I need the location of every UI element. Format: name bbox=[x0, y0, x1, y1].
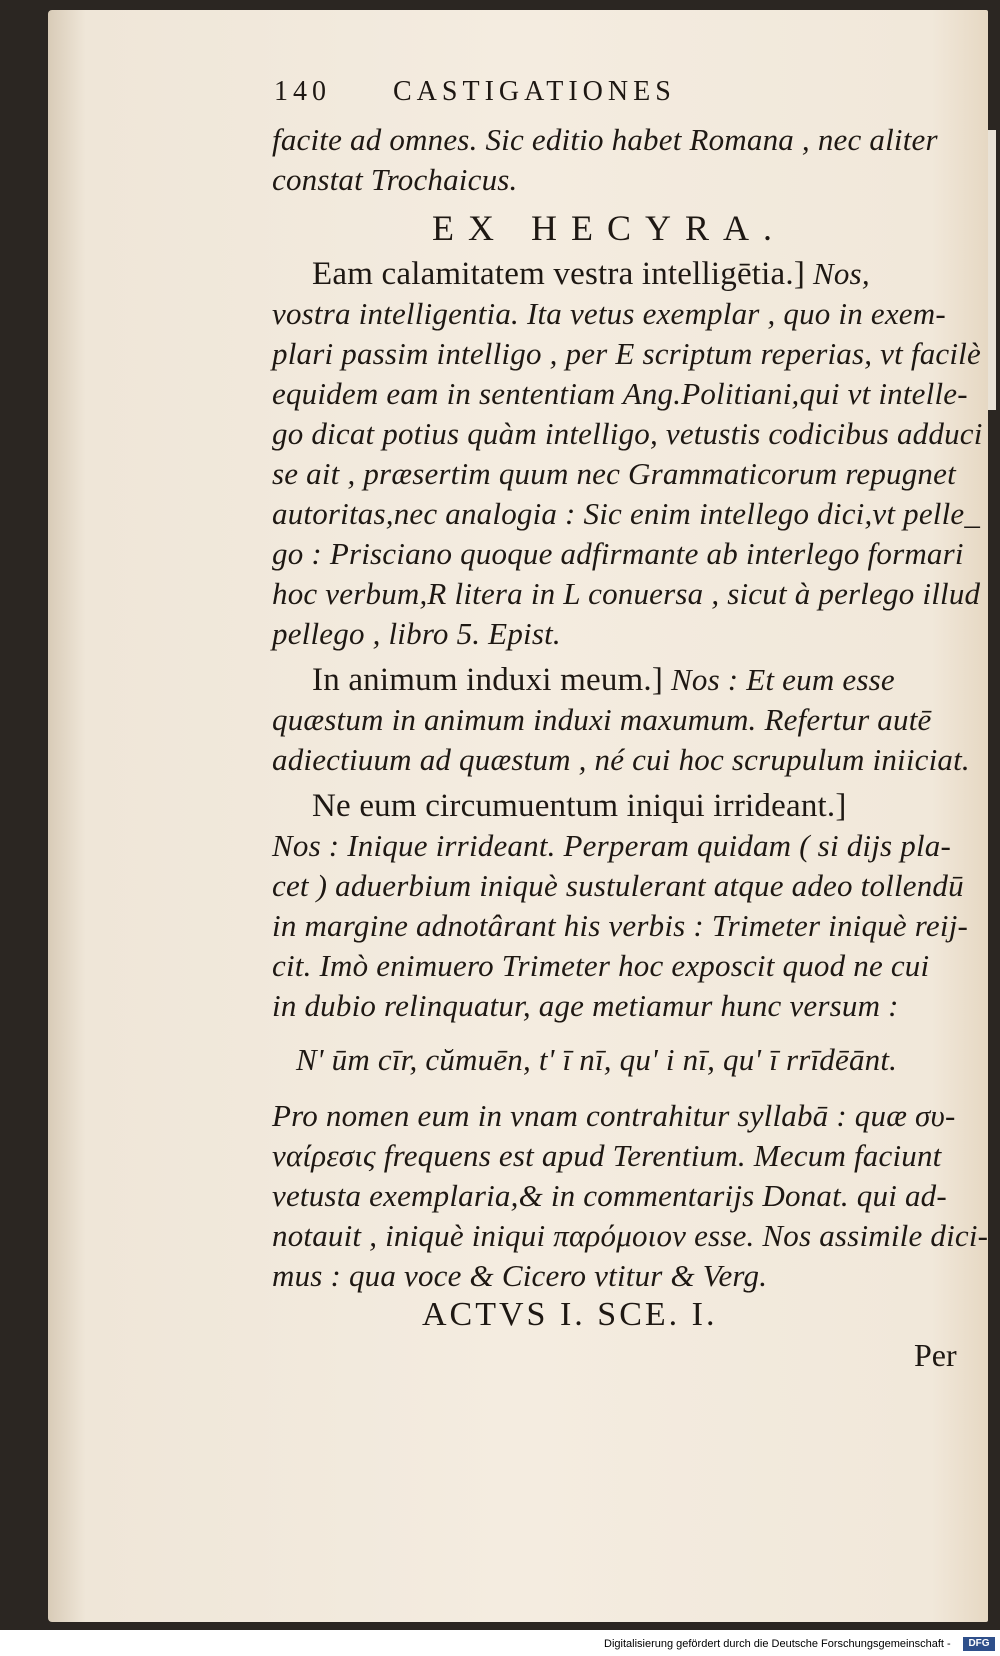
text-line: adiectiuum ad quæstum , né cui hoc scrupulum iniiciat. bbox=[272, 742, 970, 777]
text-line: plari passim intelligo , per E scriptum reperias, vt facilè bbox=[272, 336, 981, 371]
text-line: in dubio relinquatur, age metiamur hunc versum : bbox=[272, 988, 899, 1023]
text-line: in margine adnotârant his verbis : Trimeter iniquè reij- bbox=[272, 908, 969, 943]
text-line: Nos : Inique irrideant. Perperam quidam ( si dijs pla- bbox=[272, 828, 951, 863]
running-head bbox=[274, 76, 676, 108]
text-line: pellego , libro 5. Epist. bbox=[272, 616, 561, 651]
dfg-logo: DFG bbox=[963, 1637, 995, 1651]
running-title: CASTIGATIONES bbox=[393, 76, 676, 107]
text-line: autoritas,nec analogia : Sic enim intellego dici,vt pelle_ bbox=[272, 496, 981, 531]
text-line: ναίρεσις frequens est apud Terentium. Mecum faciunt bbox=[272, 1138, 942, 1173]
lemma: Ne eum circumuentum iniqui irrideant.] bbox=[312, 788, 847, 824]
act-heading: ACTVS I. SCE. I. bbox=[422, 1296, 718, 1333]
text-line: facite ad omnes. Sic editio habet Romana , nec aliter bbox=[272, 122, 938, 157]
text-line: go dicat potius quàm intelligo, vetustis codicibus adduci bbox=[272, 416, 983, 451]
page-number: 140 bbox=[274, 76, 331, 107]
scansion-line: N' ūm cīr, cŭmuēn, t' ī nī, qu' i nī, qu' ī rrīdēānt. bbox=[296, 1042, 898, 1077]
text-line: In animum induxi meum.] Nos : Et eum esse bbox=[312, 662, 895, 698]
text-line: vostra intelligentia. Ita vetus exemplar , quo in exem- bbox=[272, 296, 946, 331]
text-line: se ait , præsertim quum nec Grammaticorum repugnet bbox=[272, 456, 956, 491]
text-line: go : Prisciano quoque adfirmante ab interlego formari bbox=[272, 536, 964, 571]
text-line: quæstum in animum induxi maxumum. Refertur autē bbox=[272, 702, 932, 737]
text-line: Pro nomen eum in vnam contrahitur syllabā : quæ συ- bbox=[272, 1098, 956, 1133]
text-line: Eam calamitatem vestra intelligētia.] Nos, bbox=[312, 256, 870, 292]
catchword: Per bbox=[914, 1337, 957, 1373]
text-line: mus : qua voce & Cicero vtitur & Verg. bbox=[272, 1258, 768, 1293]
lemma: In animum induxi meum.] bbox=[312, 662, 664, 698]
text-line bbox=[312, 786, 1000, 826]
digitization-credit: Digitalisierung gefördert durch die Deutsche Forschungsgemeinschaft - bbox=[604, 1638, 951, 1650]
text-line: vetusta exemplaria,& in commentarijs Donat. qui ad- bbox=[272, 1178, 947, 1213]
text-line: hoc verbum,R litera in L conuersa , sicut à perlego illud bbox=[272, 576, 981, 611]
text-line: equidem eam in sententiam Ang.Politiani,qui vt intelle- bbox=[272, 376, 968, 411]
lemma: Eam calamitatem vestra intelligētia.] bbox=[312, 256, 806, 292]
section-heading: EX HECYRA. bbox=[432, 208, 786, 248]
text-line: notauit , iniquè iniqui παρόμοιον esse. Nos assimile dici- bbox=[272, 1218, 989, 1253]
text-line: cit. Imò enimuero Trimeter hoc exposcit quod ne cui bbox=[272, 948, 930, 983]
text-line: constat Trochaicus. bbox=[272, 162, 518, 197]
text-line: cet ) aduerbium iniquè sustulerant atque adeo tollendū bbox=[272, 868, 964, 903]
